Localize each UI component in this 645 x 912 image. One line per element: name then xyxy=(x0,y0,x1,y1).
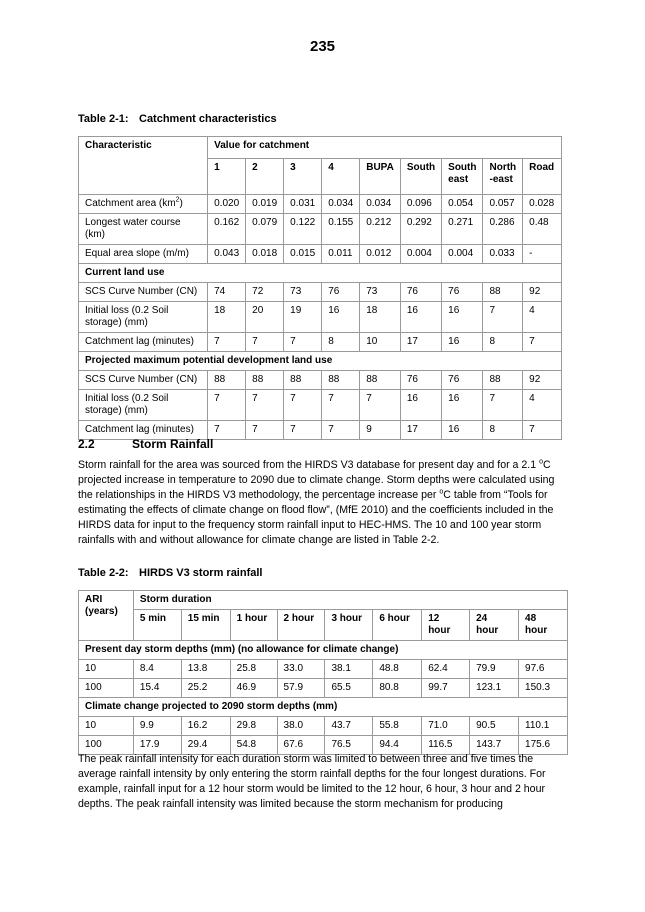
table-cell: 143.7 xyxy=(470,736,519,755)
header-storm-duration: Storm duration xyxy=(133,591,567,610)
table-cell: 0.043 xyxy=(208,245,246,264)
table-cell: 65.5 xyxy=(325,679,373,698)
table-row xyxy=(79,660,568,679)
paragraph-storm-rainfall xyxy=(78,458,568,548)
row-label-text: Initial loss (0.2 Soil storage) (mm) xyxy=(85,305,169,328)
column-header-duration: 15 min xyxy=(181,610,230,641)
table-cell: 7 xyxy=(322,421,360,440)
table-cell: 90.5 xyxy=(470,717,519,736)
table-cell: 16 xyxy=(442,421,483,440)
hirds-storm-rainfall-table xyxy=(78,590,568,755)
table-cell: 54.8 xyxy=(230,736,277,755)
table-row xyxy=(79,333,562,352)
table-cell: 0.011 xyxy=(322,245,360,264)
table-cell: 0.271 xyxy=(442,214,483,245)
row-label-text: Equal area slope (m/m) xyxy=(85,248,189,259)
table-cell: 46.9 xyxy=(230,679,277,698)
table-row xyxy=(79,195,562,214)
ari-cell: 100 xyxy=(79,679,134,698)
table-cell: 0.286 xyxy=(483,214,523,245)
group-current-land-use: Current land use xyxy=(79,264,562,283)
table-cell: 0.155 xyxy=(322,214,360,245)
column-header-catchment: 1 xyxy=(208,159,246,195)
table-cell: 88 xyxy=(483,283,523,302)
table-cell: 73 xyxy=(284,283,322,302)
table-cell: 29.8 xyxy=(230,717,277,736)
table-cell: 79.9 xyxy=(470,660,519,679)
table-cell: 74 xyxy=(208,283,246,302)
table-cell: 13.8 xyxy=(181,660,230,679)
table-cell: 0.004 xyxy=(400,245,441,264)
header-value-for-catchment: Value for catchment xyxy=(208,137,562,159)
table-cell: 88 xyxy=(360,371,401,390)
table-cell: 0.48 xyxy=(523,214,562,245)
table-cell: 29.4 xyxy=(181,736,230,755)
table-cell: 48.8 xyxy=(373,660,422,679)
table-cell: 175.6 xyxy=(519,736,568,755)
group-present-day: Present day storm depths (mm) (no allowance for climate change) xyxy=(79,641,568,660)
table-cell: 25.2 xyxy=(181,679,230,698)
row-label-text: Initial loss (0.2 Soil storage) (mm) xyxy=(85,393,169,416)
column-header-duration: 2 hour xyxy=(277,610,325,641)
column-header-catchment: South xyxy=(400,159,441,195)
table-cell: 150.3 xyxy=(519,679,568,698)
row-label-text: ) xyxy=(179,198,183,209)
ari-cell: 100 xyxy=(79,736,134,755)
table-cell: 8.4 xyxy=(133,660,181,679)
row-label-text: SCS Curve Number (CN) xyxy=(85,374,198,385)
table-cell: 94.4 xyxy=(373,736,422,755)
table-cell: 0.057 xyxy=(483,195,523,214)
group-row xyxy=(79,698,568,717)
column-header-duration: 3 hour xyxy=(325,610,373,641)
table-cell: 7 xyxy=(322,390,360,421)
table-cell: 0.034 xyxy=(360,195,401,214)
table-cell: 15.4 xyxy=(133,679,181,698)
table-cell: 0.031 xyxy=(284,195,322,214)
table-cell: 0.096 xyxy=(400,195,441,214)
table-cell: 8 xyxy=(322,333,360,352)
table-cell: 73 xyxy=(360,283,401,302)
table-cell: 7 xyxy=(284,333,322,352)
table-cell: 38.1 xyxy=(325,660,373,679)
table2-caption-number: Table 2-2: xyxy=(78,567,129,579)
header-characteristic: Characteristic xyxy=(79,137,208,195)
table-cell: 99.7 xyxy=(422,679,470,698)
table-cell: 7 xyxy=(483,390,523,421)
row-label-text: SCS Curve Number (CN) xyxy=(85,286,198,297)
table-cell: 4 xyxy=(523,390,562,421)
table-cell: 80.8 xyxy=(373,679,422,698)
table-cell: 7 xyxy=(208,421,246,440)
table-cell: 88 xyxy=(322,371,360,390)
table-row xyxy=(79,302,562,333)
table-row xyxy=(79,679,568,698)
table-cell: 33.0 xyxy=(277,660,325,679)
table-cell: 10 xyxy=(360,333,401,352)
table-cell: 19 xyxy=(284,302,322,333)
column-header-catchment: 4 xyxy=(322,159,360,195)
table-cell: 110.1 xyxy=(519,717,568,736)
row-label xyxy=(79,371,208,390)
table-cell: 88 xyxy=(483,371,523,390)
table-cell: 0.054 xyxy=(442,195,483,214)
table-cell: 17 xyxy=(400,333,441,352)
table-cell: 97.6 xyxy=(519,660,568,679)
table-cell: 7 xyxy=(523,421,562,440)
superscript: 2 xyxy=(175,196,180,204)
row-label xyxy=(79,195,208,214)
row-label xyxy=(79,390,208,421)
column-header-duration: 12 hour xyxy=(422,610,470,641)
row-label-text: Catchment lag (minutes) xyxy=(85,424,194,435)
table-cell: 16 xyxy=(442,333,483,352)
table-cell: 16.2 xyxy=(181,717,230,736)
degree-symbol: o xyxy=(439,488,444,496)
table-cell: 116.5 xyxy=(422,736,470,755)
table-cell: 8 xyxy=(483,333,523,352)
row-label xyxy=(79,214,208,245)
table-cell: 0.292 xyxy=(400,214,441,245)
section-title: Storm Rainfall xyxy=(132,437,214,451)
table-cell: 76.5 xyxy=(325,736,373,755)
table-cell: 76 xyxy=(400,371,441,390)
table-row xyxy=(79,245,562,264)
table-cell: 0.034 xyxy=(322,195,360,214)
table-cell: 7 xyxy=(360,390,401,421)
column-header-catchment: North -east xyxy=(483,159,523,195)
paragraph-peak-intensity: The peak rainfall intensity for each duration storm was limited to between three and five times the average rainfall intensity by only entering the storm rainfall depths for the four longest durations. For example, rainfall input for a 12 hour storm would be limited to the 12 hour, 6 hour, 3 hour and 2 hour depths. The peak rainfall intensity was limited because the storm mechanism for producing xyxy=(78,753,546,810)
table1-caption-title: Catchment characteristics xyxy=(139,113,277,125)
section-heading xyxy=(78,437,213,451)
table-cell: 0.004 xyxy=(442,245,483,264)
table-cell: 16 xyxy=(442,390,483,421)
table-cell: 18 xyxy=(208,302,246,333)
ari-cell: 10 xyxy=(79,717,134,736)
table-cell: 76 xyxy=(442,371,483,390)
column-header-catchment: 2 xyxy=(246,159,284,195)
table-cell: 0.019 xyxy=(246,195,284,214)
group-row xyxy=(79,264,562,283)
table-cell: 0.122 xyxy=(284,214,322,245)
column-header-duration: 6 hour xyxy=(373,610,422,641)
table-cell: 0.018 xyxy=(246,245,284,264)
table-cell: 9.9 xyxy=(133,717,181,736)
table-cell: 7 xyxy=(284,390,322,421)
table-cell: 16 xyxy=(442,302,483,333)
table-cell: 16 xyxy=(322,302,360,333)
table-cell: 16 xyxy=(400,390,441,421)
table-cell: 0.079 xyxy=(246,214,284,245)
table-cell: 88 xyxy=(246,371,284,390)
row-label xyxy=(79,245,208,264)
table-cell: 123.1 xyxy=(470,679,519,698)
table-cell: 7 xyxy=(208,390,246,421)
table-cell: 16 xyxy=(400,302,441,333)
column-header-catchment: 3 xyxy=(284,159,322,195)
row-label xyxy=(79,333,208,352)
table-cell: 20 xyxy=(246,302,284,333)
table-cell: 38.0 xyxy=(277,717,325,736)
table2-caption-title: HIRDS V3 storm rainfall xyxy=(139,567,263,579)
table-cell: 9 xyxy=(360,421,401,440)
group-climate-change: Climate change projected to 2090 storm depths (mm) xyxy=(79,698,568,717)
table-cell: 7 xyxy=(523,333,562,352)
paragraph-text: Storm rainfall for the area was sourced from the HIRDS V3 database for present day and for a 2.1 xyxy=(78,459,540,471)
table-cell: 71.0 xyxy=(422,717,470,736)
table-cell: 76 xyxy=(322,283,360,302)
table-cell: 0.162 xyxy=(208,214,246,245)
table-cell: 92 xyxy=(523,371,562,390)
table-cell: 7 xyxy=(284,421,322,440)
column-header-catchment: South east xyxy=(442,159,483,195)
table-cell: 17.9 xyxy=(133,736,181,755)
table-cell: 0.012 xyxy=(360,245,401,264)
table2-caption xyxy=(78,567,262,579)
table-row xyxy=(79,283,562,302)
table-cell: 0.020 xyxy=(208,195,246,214)
table-cell: 92 xyxy=(523,283,562,302)
table-cell: 7 xyxy=(246,390,284,421)
table-cell: 25.8 xyxy=(230,660,277,679)
table-cell: - xyxy=(523,245,562,264)
table-row xyxy=(79,214,562,245)
table-cell: 72 xyxy=(246,283,284,302)
paragraph-text: C table from “Tools for estimating the effects of climate change on flood flow”, (MfE 2010) and the coefficients included in the HIRDS data for input to the frequency storm rainfall input to HEC-HMS. The 10 and 100 year storm rainfalls with and without allowance for climate change are listed in Table 2-2. xyxy=(78,489,554,546)
table-cell: 0.212 xyxy=(360,214,401,245)
paragraph-text: C projected increase in temperature to 2090 due to climate change. Storm depths were calculated using the relationships in the HIRDS V3 methodology, the percentage increase per xyxy=(78,459,555,501)
table-cell: 7 xyxy=(208,333,246,352)
table-cell: 55.8 xyxy=(373,717,422,736)
column-header-duration: 48 hour xyxy=(519,610,568,641)
table-cell: 88 xyxy=(284,371,322,390)
group-row xyxy=(79,641,568,660)
table-row xyxy=(79,717,568,736)
table-cell: 76 xyxy=(442,283,483,302)
table-cell: 43.7 xyxy=(325,717,373,736)
table-cell: 18 xyxy=(360,302,401,333)
table-cell: 8 xyxy=(483,421,523,440)
row-label-text: Longest water course (km) xyxy=(85,217,181,240)
table-cell: 67.6 xyxy=(277,736,325,755)
page-number: 235 xyxy=(309,38,336,55)
table-cell: 0.015 xyxy=(284,245,322,264)
group-row xyxy=(79,352,562,371)
table-row xyxy=(79,371,562,390)
table-cell: 88 xyxy=(208,371,246,390)
column-header-catchment: BUPA xyxy=(360,159,401,195)
catchment-characteristics-table xyxy=(78,136,562,440)
column-header-duration: 24 hour xyxy=(470,610,519,641)
table-cell: 0.028 xyxy=(523,195,562,214)
table-cell: 0.033 xyxy=(483,245,523,264)
table-cell: 17 xyxy=(400,421,441,440)
table-cell: 7 xyxy=(483,302,523,333)
table-cell: 7 xyxy=(246,333,284,352)
ari-cell: 10 xyxy=(79,660,134,679)
table1-caption xyxy=(78,113,277,125)
column-header-duration: 5 min xyxy=(133,610,181,641)
degree-symbol: o xyxy=(539,458,543,466)
table-cell: 7 xyxy=(246,421,284,440)
row-label-text: Catchment lag (minutes) xyxy=(85,336,194,347)
table-row xyxy=(79,390,562,421)
column-header-duration: 1 hour xyxy=(230,610,277,641)
row-label xyxy=(79,302,208,333)
table-cell: 76 xyxy=(400,283,441,302)
column-header-catchment: Road xyxy=(523,159,562,195)
header-ari: ARI (years) xyxy=(79,591,134,641)
table-cell: 57.9 xyxy=(277,679,325,698)
row-label-text: Catchment area (km xyxy=(85,198,176,209)
section-number: 2.2 xyxy=(78,437,95,451)
row-label xyxy=(79,283,208,302)
group-projected-land-use: Projected maximum potential development land use xyxy=(79,352,562,371)
table-cell: 62.4 xyxy=(422,660,470,679)
table1-caption-number: Table 2-1: xyxy=(78,113,129,125)
table-cell: 4 xyxy=(523,302,562,333)
